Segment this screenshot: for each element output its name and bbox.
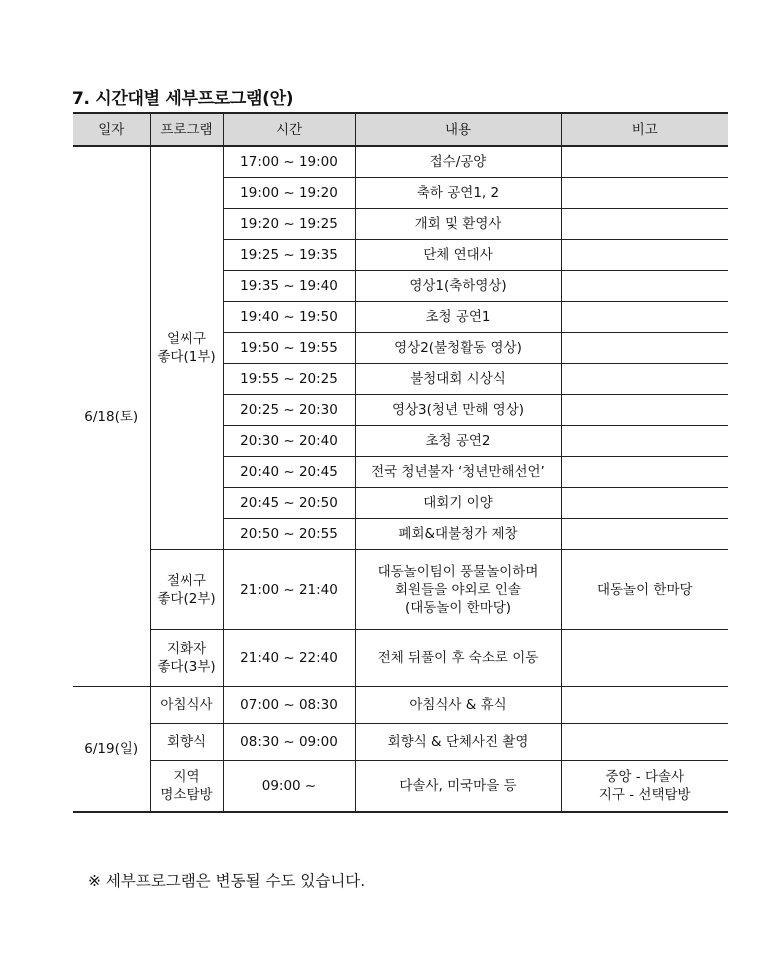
note-cell — [561, 426, 728, 457]
time-cell: 19:00 ~ 19:20 — [223, 178, 355, 209]
time-cell: 21:00 ~ 21:40 — [223, 550, 355, 630]
time-cell: 09:00 ~ — [223, 761, 355, 813]
time-cell: 19:55 ~ 20:25 — [223, 364, 355, 395]
note-cell: 중앙 - 다솔사 지구 - 선택탐방 — [561, 761, 728, 813]
content-cell: 다솔사, 미국마을 등 — [355, 761, 561, 813]
footnote: ※ 세부프로그램은 변동될 수도 있습니다. — [88, 872, 366, 890]
note-cell — [561, 687, 728, 724]
header-date: 일자 — [73, 113, 150, 146]
time-cell: 20:25 ~ 20:30 — [223, 395, 355, 426]
note-cell — [561, 271, 728, 302]
time-cell: 19:50 ~ 19:55 — [223, 333, 355, 364]
content-cell: 불청대회 시상식 — [355, 364, 561, 395]
content-cell: 영상1(축하영상) — [355, 271, 561, 302]
time-cell: 19:20 ~ 19:25 — [223, 209, 355, 240]
content-cell: 축하 공연1, 2 — [355, 178, 561, 209]
time-cell: 08:30 ~ 09:00 — [223, 724, 355, 761]
time-cell: 21:40 ~ 22:40 — [223, 630, 355, 687]
header-content: 내용 — [355, 113, 561, 146]
time-cell: 20:45 ~ 20:50 — [223, 488, 355, 519]
time-cell: 20:50 ~ 20:55 — [223, 519, 355, 550]
header-note: 비고 — [561, 113, 728, 146]
note-cell — [561, 724, 728, 761]
header-program: 프로그램 — [150, 113, 223, 146]
content-cell: 영상2(불청활동 영상) — [355, 333, 561, 364]
content-cell: 대동놀이팀이 풍물놀이하며 회원들을 야외로 인솔 (대동놀이 한마당) — [355, 550, 561, 630]
note-cell — [561, 364, 728, 395]
content-cell: 개회 및 환영사 — [355, 209, 561, 240]
content-cell: 아침식사 & 휴식 — [355, 687, 561, 724]
note-cell — [561, 209, 728, 240]
time-cell: 20:40 ~ 20:45 — [223, 457, 355, 488]
content-cell: 전체 뒤풀이 후 숙소로 이동 — [355, 630, 561, 687]
schedule-table — [73, 112, 728, 813]
table-row — [73, 550, 728, 630]
program-cell-part3: 지화자 좋다(3부) — [150, 630, 223, 687]
time-cell: 19:40 ~ 19:50 — [223, 302, 355, 333]
table-row — [73, 146, 728, 178]
time-cell: 20:30 ~ 20:40 — [223, 426, 355, 457]
note-cell — [561, 333, 728, 364]
table-row — [73, 630, 728, 687]
program-cell: 지역 명소탐방 — [150, 761, 223, 813]
note-cell — [561, 395, 728, 426]
note-cell — [561, 178, 728, 209]
program-cell: 회향식 — [150, 724, 223, 761]
program-cell-part1: 얼씨구 좋다(1부) — [150, 146, 223, 550]
note-cell — [561, 457, 728, 488]
table-row — [73, 724, 728, 761]
table-row — [73, 761, 728, 813]
date-cell-day1: 6/18(토) — [73, 146, 150, 687]
note-cell: 대동놀이 한마당 — [561, 550, 728, 630]
time-cell: 07:00 ~ 08:30 — [223, 687, 355, 724]
section-title: 7. 시간대별 세부프로그램(안) — [72, 89, 294, 109]
content-cell: 회향식 & 단체사진 촬영 — [355, 724, 561, 761]
program-cell: 아침식사 — [150, 687, 223, 724]
content-cell: 단체 연대사 — [355, 240, 561, 271]
note-cell — [561, 488, 728, 519]
program-cell-part2: 절씨구 좋다(2부) — [150, 550, 223, 630]
header-time: 시간 — [223, 113, 355, 146]
note-cell — [561, 630, 728, 687]
content-cell: 초청 공연2 — [355, 426, 561, 457]
note-cell — [561, 519, 728, 550]
note-cell — [561, 302, 728, 333]
content-cell: 영상3(청년 만해 영상) — [355, 395, 561, 426]
content-cell: 대회기 이양 — [355, 488, 561, 519]
note-cell — [561, 146, 728, 178]
table-row — [73, 687, 728, 724]
content-cell: 전국 청년불자 ‘청년만해선언’ — [355, 457, 561, 488]
time-cell: 19:35 ~ 19:40 — [223, 271, 355, 302]
time-cell: 17:00 ~ 19:00 — [223, 146, 355, 178]
date-cell-day2: 6/19(일) — [73, 687, 150, 813]
content-cell: 초청 공연1 — [355, 302, 561, 333]
note-cell — [561, 240, 728, 271]
content-cell: 폐회&대불청가 제창 — [355, 519, 561, 550]
table-header-row — [73, 113, 728, 146]
content-cell: 접수/공양 — [355, 146, 561, 178]
time-cell: 19:25 ~ 19:35 — [223, 240, 355, 271]
